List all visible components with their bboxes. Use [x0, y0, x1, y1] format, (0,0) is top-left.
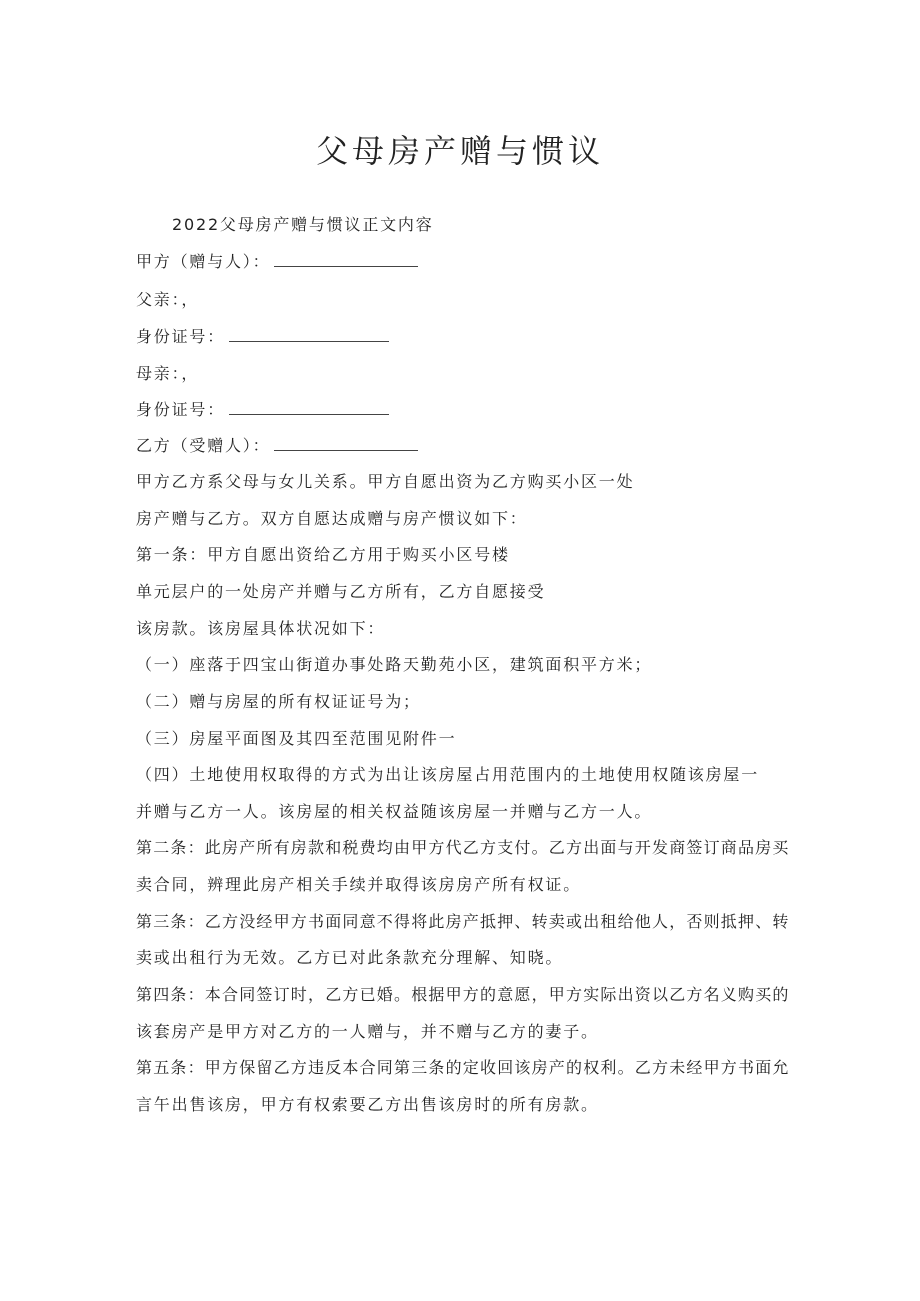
father-id-label: 身份证号： [136, 327, 226, 346]
party-b-label: 乙方（受赠人）： [136, 436, 271, 455]
body-line: （一）座落于四宝山街道办事处路天勤苑小区，建筑面积平方米； [136, 655, 653, 674]
body-line: 第一条：甲方自愿出资给乙方用于购买小区号楼 [136, 545, 510, 564]
party-a-line [136, 249, 418, 272]
mother-line: 母亲：， [136, 364, 200, 383]
body-line: 第三条：乙方没经甲方书面同意不得将此房产抵押、转卖或出租给他人，否则抵押、转 [136, 912, 790, 931]
body-line: 卖合同，辨理此房产相关手续并取得该房房产所有权证。 [136, 875, 582, 894]
mother-id-blank[interactable] [229, 400, 389, 415]
party-a-label: 甲方（赠与人）： [136, 252, 271, 271]
body-line: 甲方乙方系父母与女儿关系。甲方自愿出资为乙方购买小区一处 [136, 472, 635, 491]
body-line: （三）房屋平面图及其四至范围见附件一 [136, 729, 457, 748]
body-line: 第五条：甲方保留乙方违反本合同第三条的定收回该房产的权利。乙方未经甲方书面允 [136, 1058, 790, 1077]
father-line: 父亲：， [136, 290, 200, 309]
body-line: 言午出售该房，甲方有权索要乙方出售该房时的所有房款。 [136, 1095, 599, 1114]
body-line: 该房款。该房屋具体状况如下： [136, 619, 386, 638]
body-line: 房产赠与乙方。双方自愿达成赠与房产惯议如下： [136, 509, 528, 528]
body-line: 第二条：此房产所有房款和税费均由甲方代乙方支付。乙方出面与开发商签订商品房买 [136, 838, 790, 857]
father-id-blank[interactable] [229, 327, 389, 342]
mother-id-label: 身份证号： [136, 400, 226, 419]
body-line: 该套房产是甲方对乙方的一人赠与，并不赠与乙方的妻子。 [136, 1022, 599, 1041]
body-line: 第四条：本合同签订时，乙方已婚。根据甲方的意愿，甲方实际出资以乙方名义购买的 [136, 985, 790, 1004]
party-b-blank[interactable] [274, 436, 418, 451]
body-line: 卖或出租行为无效。乙方已对此条款充分理解、知晓。 [136, 948, 564, 967]
document-title: 父母房产赠与惯议 [315, 132, 604, 170]
body-line: 单元层户的一处房产并赠与乙方所有，乙方自愿接受 [136, 582, 546, 601]
body-line: （二）赠与房屋的所有权证证号为； [136, 692, 421, 711]
party-a-blank[interactable] [274, 252, 418, 267]
father-id-line [136, 324, 389, 347]
body-line: 并赠与乙方一人。该房屋的相关权益随该房屋一并赠与乙方一人。 [136, 802, 653, 821]
body-line: （四）土地使用权取得的方式为出让该房屋占用范围内的土地使用权随该房屋一 [136, 765, 760, 784]
party-b-line [136, 433, 418, 456]
subtitle: 2022父母房产赠与惯议正文内容 [172, 215, 434, 234]
mother-id-line [136, 397, 389, 420]
